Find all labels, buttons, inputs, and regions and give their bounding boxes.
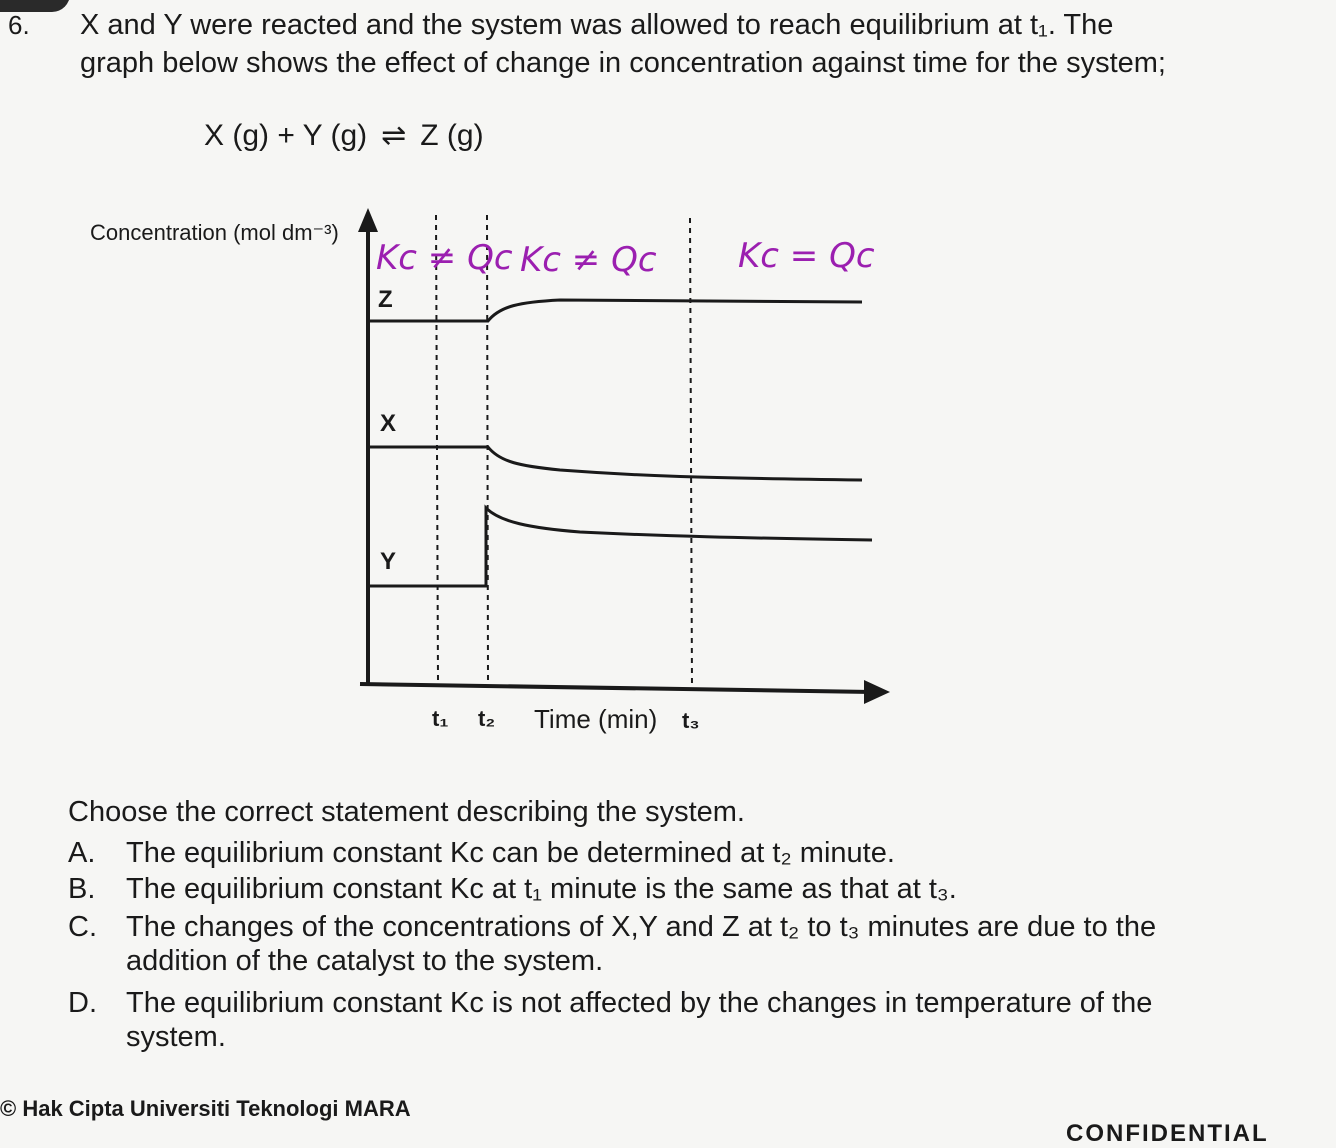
question-prompt: Choose the correct statement describing the system.	[68, 796, 745, 828]
x-axis-arrow-icon	[864, 680, 890, 704]
confidential-stamp: CONFIDENTIAL	[1066, 1120, 1269, 1147]
x-tick-t1: t₁	[432, 706, 449, 731]
handwritten-note-2: Kc ≠ Qc	[520, 240, 657, 280]
option-c-text: The changes of the concentrations of X,Y and Z at t₂ to t₃ minutes are due to the addition of the catalyst to the system.	[126, 911, 1157, 977]
series-y-line	[368, 508, 872, 586]
option-d-text: The equilibrium constant Kc is not affected by the changes in temperature of the system.	[126, 987, 1153, 1053]
x-axis-label: Time (min)	[534, 704, 658, 734]
series-z-line	[368, 300, 862, 321]
y-axis-label: Concentration (mol dm⁻³)	[90, 220, 339, 245]
equation-product: Z (g)	[420, 119, 484, 152]
option-d-letter: D.	[68, 987, 97, 1019]
series-x-line	[368, 447, 862, 480]
y-axis-arrow-icon	[358, 208, 378, 232]
intro-line-2: graph below shows the effect of change in concentration against time for the system;	[80, 47, 1166, 79]
equilibrium-arrow-icon: ⇌	[381, 119, 407, 152]
option-b-text: The equilibrium constant Kc at t₁ minute is the same as that at t₃.	[126, 873, 957, 905]
t2-marker	[487, 215, 488, 684]
handwritten-note-3: Kc = Qc	[738, 236, 875, 276]
intro-line-1: X and Y were reacted and the system was allowed to reach equilibrium at t₁. The	[80, 9, 1114, 41]
question-number: 6.	[8, 10, 30, 40]
series-x-label: X	[380, 410, 397, 437]
series-y-label: Y	[380, 548, 397, 575]
x-axis	[360, 684, 872, 692]
option-a-letter: A.	[68, 837, 96, 869]
copyright-footer: © Hak Cipta Universiti Teknologi MARA	[0, 1096, 411, 1121]
equation-reactants: X (g) + Y (g)	[204, 119, 368, 152]
option-c-letter: C.	[68, 911, 97, 943]
option-a-text: The equilibrium constant Kc can be determined at t₂ minute.	[126, 837, 895, 869]
x-tick-t3: t₃	[682, 708, 700, 733]
t3-marker	[690, 218, 692, 688]
x-tick-t2: t₂	[478, 706, 496, 731]
option-b-letter: B.	[68, 873, 96, 905]
series-z-label: Z	[378, 286, 393, 313]
handwritten-note-1: Kc ≠ Qc	[376, 238, 513, 278]
